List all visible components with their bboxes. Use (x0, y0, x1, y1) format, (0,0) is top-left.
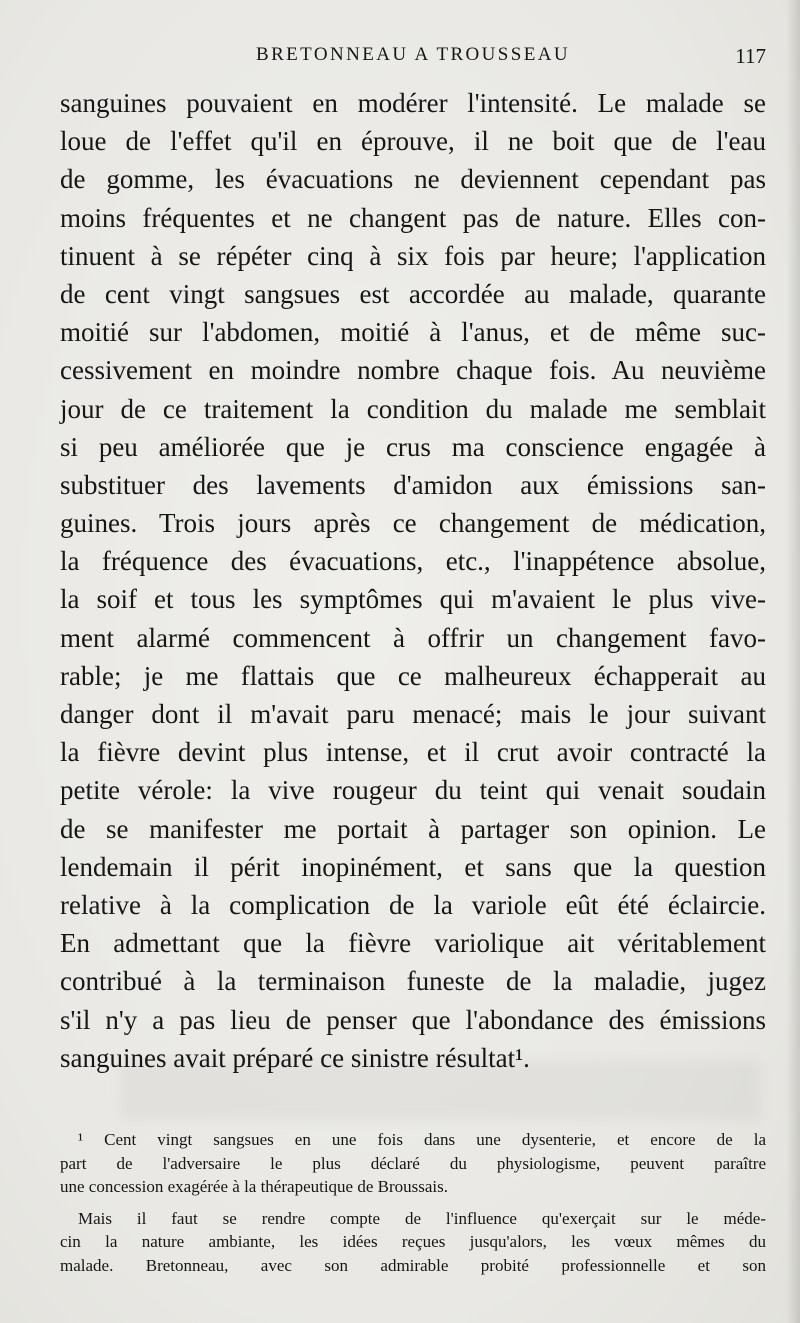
text-line: danger dont il m'avait paru menacé; mais le jour suivant (60, 699, 766, 729)
footnote-line: part de l'adversaire le plus déclaré du physiologisme, peuvent paraître (60, 1153, 766, 1173)
text-line: substituer des lavements d'amidon aux émissions san- (60, 469, 766, 500)
text-line: la fréquence des évacuations, etc., l'inappétence absolue, (60, 546, 766, 577)
footnote-gap (60, 1199, 766, 1207)
text-line: jour de ce traitement la condition du malade me semblait (60, 393, 766, 424)
text-line: ment alarmé commencent à offrir un changement favo- (60, 622, 766, 653)
page-number: 117 (735, 44, 766, 68)
footnote-line: ¹ Cent vingt sangsues en une fois dans une dysenterie, et encore de la (78, 1130, 766, 1149)
text-line: la soif et tous les symptômes qui m'avaient le plus vive- (60, 584, 766, 615)
page-edge-shadow (786, 0, 800, 1323)
page-header (60, 44, 766, 76)
text-line: moitié sur l'abdomen, moitié à l'anus, et de même suc- (60, 317, 766, 348)
text-line: si peu améliorée que je crus ma conscience engagée à (60, 431, 766, 462)
text-line: relative à la complication de la variole eût été éclaircie. (60, 889, 766, 920)
text-line: tinuent à se répéter cinq à six fois par heure; l'application (60, 240, 766, 271)
text-line: rable; je me flattais que ce malheureux échapperait au (60, 660, 766, 691)
footnote-line: cin la nature ambiante, les idées reçues jusqu'alors, les vœux mêmes du (60, 1232, 766, 1251)
text-line: lendemain il périt inopinément, et sans que la question (60, 851, 766, 882)
footnotes (60, 1128, 766, 1277)
footnote-line: malade. Bretonneau, avec son admirable probité professionnelle et son (60, 1255, 766, 1275)
text-line: cessivement en moindre nombre chaque fois. Au neuvième (60, 355, 766, 386)
text-line: de cent vingt sangsues est accordée au malade, quarante (60, 278, 766, 309)
text-line: contribué à la terminaison funeste de la maladie, jugez (60, 966, 766, 997)
text-line: sanguines pouvaient en modérer l'intensité. Le malade se (60, 88, 766, 118)
main-text (60, 84, 766, 1077)
text-line: loue de l'effet qu'il en éprouve, il ne boit que de l'eau (60, 126, 766, 157)
faint-show-through (120, 1060, 760, 1120)
running-head: BRETONNEAU A TROUSSEAU (256, 44, 570, 65)
text-line: la fièvre devint plus intense, et il crut avoir contracté la (60, 737, 766, 768)
text-line: moins fréquentes et ne changent pas de nature. Elles con- (60, 202, 766, 233)
text-line: de gomme, les évacuations ne deviennent cependant pas (60, 164, 766, 195)
text-line: sanguines avait préparé ce sinistre résultat¹. (60, 1042, 530, 1073)
text-line: guines. Trois jours après ce changement de médication, (60, 508, 766, 539)
text-line: En admettant que la fièvre variolique ait véritablement (60, 928, 766, 959)
text-line: de se manifester me portait à partager son opinion. Le (60, 813, 766, 844)
footnote-line: une concession exagérée à la thérapeutique de Broussais. (60, 1177, 449, 1196)
text-line: petite vérole: la vive rougeur du teint qui venait soudain (60, 775, 766, 806)
footnote-line: Mais il faut se rendre compte de l'influence qu'exerçait sur le méde- (78, 1208, 766, 1228)
text-line: s'il n'y a pas lieu de penser que l'abondance des émissions (60, 1004, 766, 1035)
